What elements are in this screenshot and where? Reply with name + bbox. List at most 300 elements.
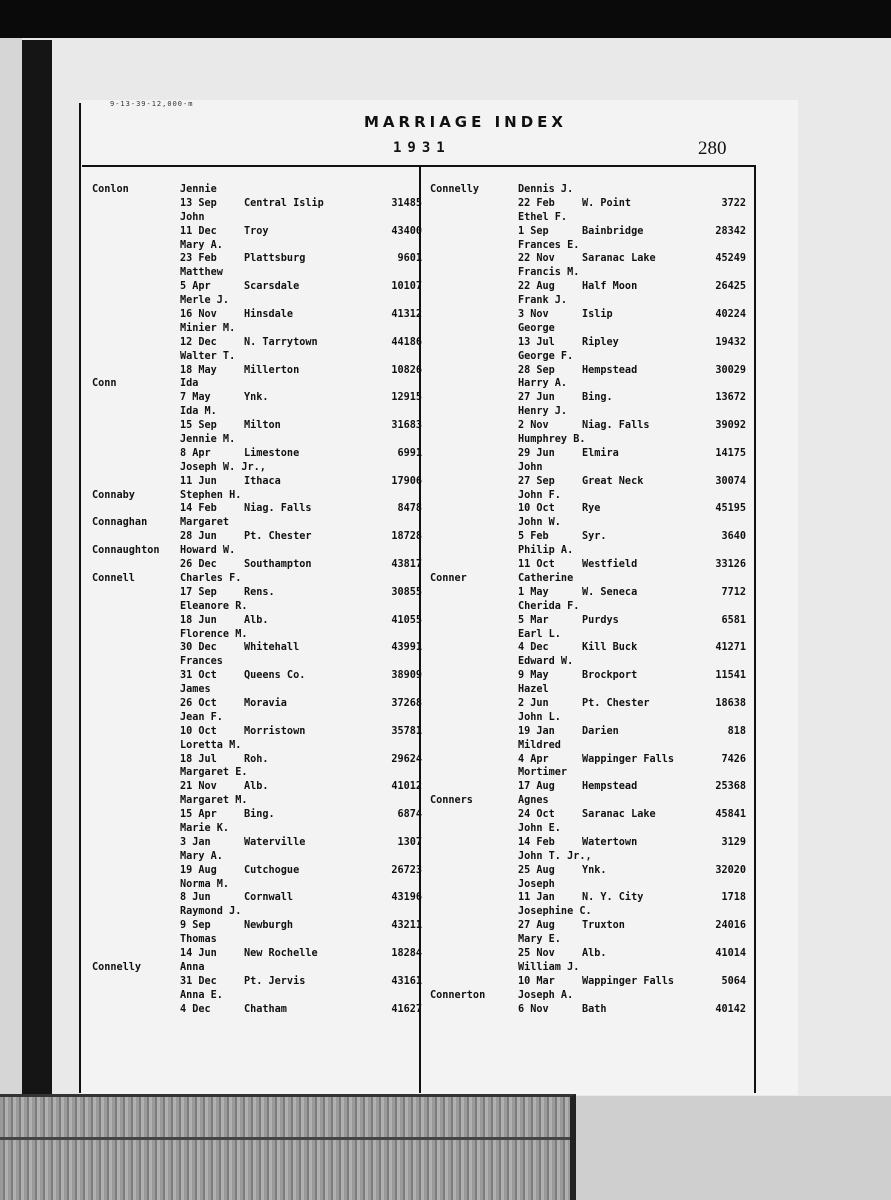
name-row [430, 183, 746, 197]
given-name: Philip A. [518, 545, 574, 557]
certificate-number: 3640 [721, 531, 746, 543]
marriage-place: Hinsdale [244, 309, 294, 321]
given-name: Joseph [518, 878, 555, 890]
marriage-date: 4 Dec [518, 642, 549, 654]
marriage-date: 8 Jun [180, 892, 211, 904]
marriage-date: 17 Sep [180, 586, 217, 598]
name-row [92, 933, 422, 947]
marriage-place: Westfield [582, 559, 638, 571]
given-name: John L. [518, 711, 561, 723]
record-detail-row [430, 919, 746, 933]
record-detail-row [92, 475, 422, 489]
marriage-place: Central Islip [244, 197, 324, 209]
certificate-number: 29624 [391, 753, 422, 765]
certificate-number: 39092 [715, 420, 746, 432]
marriage-date: 5 Feb [518, 531, 549, 543]
given-name: Margaret M. [180, 795, 248, 807]
name-row [92, 628, 422, 642]
record-detail-row [92, 336, 422, 350]
record-detail-row [92, 391, 422, 405]
record-detail-row [430, 364, 746, 378]
certificate-number: 7712 [721, 586, 746, 598]
marriage-date: 26 Oct [180, 697, 217, 709]
name-row [92, 211, 422, 225]
name-row [92, 878, 422, 892]
given-name: Ida [180, 378, 199, 390]
marriage-place: Waterville [244, 836, 306, 848]
right-index-column [430, 183, 746, 1016]
name-row [430, 405, 746, 419]
marriage-place: Plattsburg [244, 253, 306, 265]
marriage-place: Hempstead [582, 364, 638, 376]
name-row [430, 461, 746, 475]
name-row [92, 239, 422, 253]
given-name: Frank J. [518, 295, 568, 307]
marriage-date: 11 Dec [180, 225, 217, 237]
marriage-date: 5 Apr [180, 281, 211, 293]
marriage-date: 1 Sep [518, 225, 549, 237]
name-row [430, 655, 746, 669]
certificate-number: 41627 [391, 1003, 422, 1015]
given-name: Matthew [180, 267, 223, 279]
marriage-place: Rens. [244, 586, 275, 598]
marriage-place: Bainbridge [582, 225, 644, 237]
scanner-bottom-board [0, 1094, 576, 1200]
certificate-number: 31485 [391, 197, 422, 209]
marriage-date: 15 Apr [180, 809, 217, 821]
marriage-place: Pt. Jervis [244, 975, 306, 987]
certificate-number: 40142 [715, 1003, 746, 1015]
binding-spine [22, 40, 52, 1095]
record-detail-row [430, 753, 746, 767]
certificate-number: 25368 [715, 781, 746, 793]
record-detail-row [92, 614, 422, 628]
record-detail-row [430, 308, 746, 322]
given-name: Mary A. [180, 239, 223, 251]
given-name: Marie K. [180, 822, 230, 834]
marriage-date: 18 Jun [180, 614, 217, 626]
marriage-date: 1 May [518, 586, 549, 598]
record-detail-row [92, 280, 422, 294]
record-detail-row [92, 753, 422, 767]
certificate-number: 14175 [715, 447, 746, 459]
name-row [430, 850, 746, 864]
marriage-date: 25 Nov [518, 947, 555, 959]
name-row [430, 711, 746, 725]
certificate-number: 8478 [397, 503, 422, 515]
name-row [92, 655, 422, 669]
certificate-number: 30029 [715, 364, 746, 376]
given-name: Norma M. [180, 878, 230, 890]
given-name: Ethel F. [518, 211, 568, 223]
certificate-number: 41271 [715, 642, 746, 654]
record-detail-row [92, 419, 422, 433]
surname: Connerton [430, 989, 486, 1001]
record-detail-row [430, 391, 746, 405]
marriage-place: Purdys [582, 614, 619, 626]
certificate-number: 19432 [715, 336, 746, 348]
marriage-place: Limestone [244, 447, 300, 459]
certificate-number: 18728 [391, 531, 422, 543]
given-name: Margaret [180, 517, 230, 529]
marriage-date: 7 May [180, 392, 211, 404]
name-row [430, 961, 746, 975]
name-row [92, 183, 422, 197]
name-row [92, 989, 422, 1003]
marriage-place: Alb. [582, 947, 607, 959]
scanner-top-band [0, 0, 891, 38]
marriage-place: Niag. Falls [582, 420, 650, 432]
given-name: Josephine C. [518, 906, 592, 918]
record-detail-row [92, 364, 422, 378]
given-name: Harry A. [518, 378, 568, 390]
certificate-number: 17906 [391, 475, 422, 487]
name-row [430, 628, 746, 642]
given-name: Mary E. [518, 934, 561, 946]
right-margin-rule [754, 167, 756, 1093]
name-row [92, 766, 422, 780]
given-name: Cherida F. [518, 600, 580, 612]
certificate-number: 45841 [715, 809, 746, 821]
given-name: Mary A. [180, 850, 223, 862]
marriage-place: Elmira [582, 447, 619, 459]
marriage-place: Niag. Falls [244, 503, 312, 515]
marriage-date: 27 Jun [518, 392, 555, 404]
given-name: Thomas [180, 934, 217, 946]
record-detail-row [430, 975, 746, 989]
marriage-date: 27 Aug [518, 920, 555, 932]
record-detail-row [92, 975, 422, 989]
record-detail-row [430, 614, 746, 628]
marriage-date: 2 Nov [518, 420, 549, 432]
record-detail-row [430, 502, 746, 516]
name-row [430, 878, 746, 892]
given-name: Jean F. [180, 711, 223, 723]
marriage-date: 2 Jun [518, 697, 549, 709]
given-name: Jennie M. [180, 434, 236, 446]
surname: Conners [430, 795, 473, 807]
marriage-date: 6 Nov [518, 1003, 549, 1015]
given-name: Charles F. [180, 572, 242, 584]
name-row [92, 794, 422, 808]
marriage-date: 21 Nov [180, 781, 217, 793]
given-name: Dennis J. [518, 184, 574, 195]
record-detail-row [92, 586, 422, 600]
record-detail-row [92, 669, 422, 683]
given-name: John F. [518, 489, 561, 501]
name-row [92, 572, 422, 586]
record-detail-row [430, 475, 746, 489]
name-row [430, 766, 746, 780]
certificate-number: 44186 [391, 336, 422, 348]
marriage-place: Scarsdale [244, 281, 300, 293]
marriage-date: 17 Aug [518, 781, 555, 793]
name-row [430, 989, 746, 1003]
record-detail-row [92, 808, 422, 822]
marriage-date: 11 Oct [518, 559, 555, 571]
record-detail-row [430, 252, 746, 266]
record-detail-row [92, 252, 422, 266]
certificate-number: 3722 [721, 197, 746, 209]
marriage-date: 12 Dec [180, 336, 217, 348]
marriage-place: Ripley [582, 336, 619, 348]
certificate-number: 26723 [391, 864, 422, 876]
record-detail-row [92, 725, 422, 739]
marriage-place: Watertown [582, 836, 638, 848]
given-name: Walter T. [180, 350, 236, 362]
marriage-date: 25 Aug [518, 864, 555, 876]
surname: Conlon [92, 184, 129, 195]
marriage-date: 22 Aug [518, 281, 555, 293]
marriage-place: Chatham [244, 1003, 287, 1015]
certificate-number: 1718 [721, 892, 746, 904]
given-name: Ida M. [180, 406, 217, 418]
marriage-date: 19 Aug [180, 864, 217, 876]
marriage-date: 31 Oct [180, 670, 217, 682]
marriage-date: 19 Jan [518, 725, 555, 737]
marriage-date: 14 Feb [180, 503, 217, 515]
marriage-date: 22 Feb [518, 197, 555, 209]
record-detail-row [430, 225, 746, 239]
certificate-number: 10107 [391, 281, 422, 293]
record-detail-row [430, 864, 746, 878]
marriage-date: 10 Oct [518, 503, 555, 515]
name-row [430, 544, 746, 558]
marriage-date: 16 Nov [180, 309, 217, 321]
certificate-number: 40224 [715, 309, 746, 321]
record-detail-row [92, 919, 422, 933]
record-detail-row [430, 336, 746, 350]
certificate-number: 30074 [715, 475, 746, 487]
name-row [430, 377, 746, 391]
given-name: George F. [518, 350, 574, 362]
marriage-place: Syr. [582, 531, 607, 543]
marriage-date: 15 Sep [180, 420, 217, 432]
name-row [430, 933, 746, 947]
given-name: John [518, 461, 543, 473]
record-detail-row [430, 530, 746, 544]
name-row [430, 739, 746, 753]
name-row [430, 266, 746, 280]
certificate-number: 9601 [397, 253, 422, 265]
given-name: Earl L. [518, 628, 561, 640]
surname: Connelly [92, 961, 142, 973]
name-row [92, 350, 422, 364]
name-row [92, 405, 422, 419]
record-detail-row [92, 502, 422, 516]
name-row [92, 850, 422, 864]
marriage-date: 9 Sep [180, 920, 211, 932]
marriage-place: Newburgh [244, 920, 294, 932]
record-detail-row [92, 558, 422, 572]
certificate-number: 5064 [721, 975, 746, 987]
name-row [430, 294, 746, 308]
name-row [92, 544, 422, 558]
marriage-place: Milton [244, 420, 281, 432]
record-detail-row [92, 197, 422, 211]
given-name: Anna E. [180, 989, 223, 1001]
name-row [430, 239, 746, 253]
name-row [430, 572, 746, 586]
given-name: Anna [180, 961, 205, 973]
name-row [430, 683, 746, 697]
marriage-date: 9 May [518, 670, 549, 682]
marriage-date: 14 Jun [180, 947, 217, 959]
marriage-place: Ynk. [244, 392, 269, 404]
given-name: Howard W. [180, 545, 236, 557]
surname: Connaby [92, 489, 135, 501]
record-detail-row [430, 891, 746, 905]
certificate-number: 45195 [715, 503, 746, 515]
marriage-place: Saranac Lake [582, 253, 656, 265]
given-name: Frances E. [518, 239, 580, 251]
marriage-date: 24 Oct [518, 809, 555, 821]
marriage-place: Cornwall [244, 892, 294, 904]
given-name: George [518, 322, 555, 334]
marriage-place: Rye [582, 503, 601, 515]
name-row [92, 461, 422, 475]
surname: Connaghan [92, 517, 148, 529]
record-detail-row [92, 308, 422, 322]
marriage-place: Great Neck [582, 475, 644, 487]
given-name: Edward W. [518, 656, 574, 668]
certificate-number: 33126 [715, 559, 746, 571]
given-name: Florence M. [180, 628, 248, 640]
left-margin-rule [79, 103, 81, 1093]
marriage-date: 28 Sep [518, 364, 555, 376]
marriage-place: Southampton [244, 559, 312, 571]
certificate-number: 43400 [391, 225, 422, 237]
record-detail-row [92, 530, 422, 544]
certificate-number: 43991 [391, 642, 422, 654]
given-name: James [180, 684, 211, 696]
marriage-date: 4 Dec [180, 1003, 211, 1015]
certificate-number: 32020 [715, 864, 746, 876]
marriage-place: Alb. [244, 781, 269, 793]
record-detail-row [430, 419, 746, 433]
marriage-place: Millerton [244, 364, 300, 376]
certificate-number: 18284 [391, 947, 422, 959]
record-detail-row [430, 447, 746, 461]
name-row [430, 489, 746, 503]
certificate-number: 30855 [391, 586, 422, 598]
certificate-number: 37268 [391, 697, 422, 709]
page-title: MARRIAGE INDEX [363, 113, 567, 131]
record-detail-row [430, 725, 746, 739]
given-name: Joseph W. Jr., [180, 461, 266, 473]
given-name: Raymond J. [180, 906, 242, 918]
marriage-date: 29 Jun [518, 447, 555, 459]
surname: Conn [92, 378, 117, 390]
marriage-place: Darien [582, 725, 619, 737]
marriage-place: Bath [582, 1003, 607, 1015]
marriage-date: 23 Feb [180, 253, 217, 265]
certificate-number: 28342 [715, 225, 746, 237]
record-detail-row [430, 280, 746, 294]
name-row [92, 322, 422, 336]
marriage-date: 26 Dec [180, 559, 217, 571]
certificate-number: 7426 [721, 753, 746, 765]
marriage-place: Hempstead [582, 781, 638, 793]
marriage-place: Morristown [244, 725, 306, 737]
name-row [92, 600, 422, 614]
marriage-date: 31 Dec [180, 975, 217, 987]
record-detail-row [92, 891, 422, 905]
marriage-place: W. Seneca [582, 586, 638, 598]
marriage-place: Pt. Chester [244, 531, 312, 543]
adjacent-page-edge [0, 38, 22, 1098]
record-detail-row [92, 641, 422, 655]
certificate-number: 41055 [391, 614, 422, 626]
certificate-number: 13672 [715, 392, 746, 404]
name-row [430, 600, 746, 614]
name-row [430, 516, 746, 530]
record-detail-row [430, 669, 746, 683]
marriage-date: 18 Jul [180, 753, 217, 765]
given-name: Mildred [518, 739, 561, 751]
record-detail-row [430, 558, 746, 572]
name-row [92, 711, 422, 725]
given-name: Humphrey B. [518, 434, 586, 446]
marriage-place: Moravia [244, 697, 287, 709]
marriage-date: 10 Oct [180, 725, 217, 737]
marriage-place: Whitehall [244, 642, 300, 654]
surname: Connelly [430, 184, 480, 195]
given-name: Loretta M. [180, 739, 242, 751]
record-detail-row [92, 947, 422, 961]
marriage-date: 22 Nov [518, 253, 555, 265]
marriage-date: 3 Nov [518, 309, 549, 321]
marriage-place: Troy [244, 225, 269, 237]
record-detail-row [430, 697, 746, 711]
marriage-date: 8 Apr [180, 447, 211, 459]
marriage-date: 11 Jan [518, 892, 555, 904]
certificate-number: 35781 [391, 725, 422, 737]
name-row [430, 794, 746, 808]
given-name: Merle J. [180, 295, 230, 307]
certificate-number: 41012 [391, 781, 422, 793]
certificate-number: 11541 [715, 670, 746, 682]
marriage-place: N. Y. City [582, 892, 644, 904]
given-name: Henry J. [518, 406, 568, 418]
record-detail-row [430, 780, 746, 794]
marriage-place: Bing. [582, 392, 613, 404]
given-name: Mortimer [518, 767, 568, 779]
marriage-place: N. Tarrytown [244, 336, 318, 348]
marriage-date: 28 Jun [180, 531, 217, 543]
surname: Connell [92, 572, 135, 584]
name-row [92, 516, 422, 530]
certificate-number: 1307 [397, 836, 422, 848]
marriage-place: Cutchogue [244, 864, 300, 876]
certificate-number: 41312 [391, 309, 422, 321]
marriage-place: Wappinger Falls [582, 753, 675, 765]
given-name: Joseph A. [518, 989, 574, 1001]
marriage-place: W. Point [582, 197, 632, 209]
certificate-number: 38909 [391, 670, 422, 682]
given-name: Stephen H. [180, 489, 242, 501]
name-row [92, 377, 422, 391]
given-name: John W. [518, 517, 561, 529]
marriage-place: Queens Co. [244, 670, 306, 682]
certificate-number: 818 [727, 725, 746, 737]
record-detail-row [430, 836, 746, 850]
certificate-number: 10826 [391, 364, 422, 376]
marriage-place: Alb. [244, 614, 269, 626]
marriage-place: Pt. Chester [582, 697, 650, 709]
marriage-date: 13 Jul [518, 336, 555, 348]
name-row [92, 822, 422, 836]
